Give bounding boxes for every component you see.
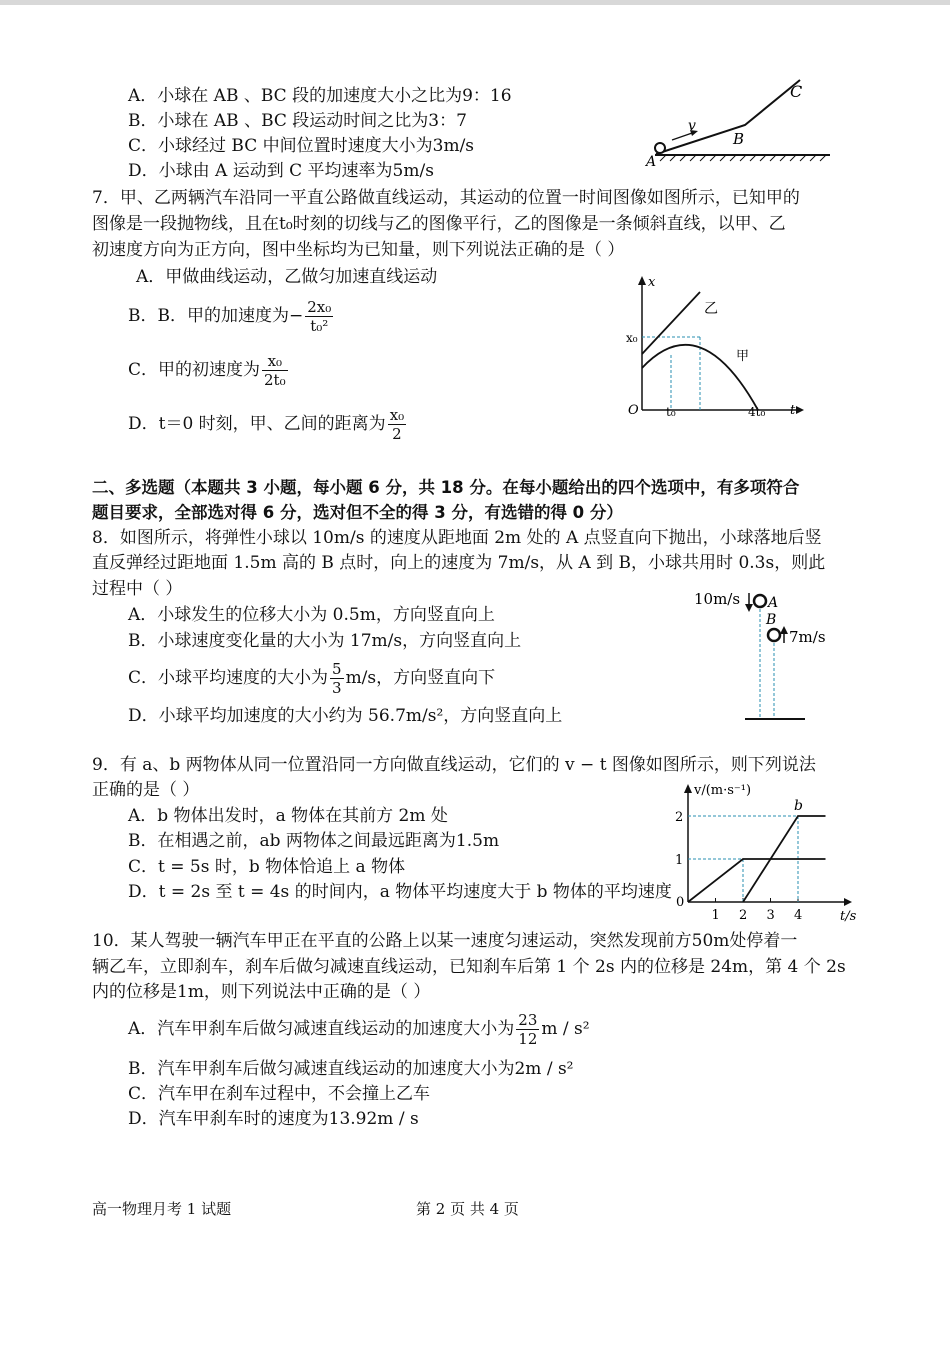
q9-stem-line-1: 9．有 a、b 两物体从同一位置沿同一方向做直线运动，它们的 v − t 图像如图所示，则下列说法 bbox=[92, 755, 816, 775]
q7-t0-label: t₀ bbox=[666, 405, 676, 419]
section2-heading-line-1: 二、多选题（本题共 3 小题，每小题 6 分，共 18 分。在每小题给出的四个选项中，有多项符合 bbox=[92, 478, 800, 497]
q8-speed-down-label: 10m/s bbox=[694, 590, 741, 608]
q7-option-b-fraction: $\frac{\text{2x₀}}{\text{t₀²}}$ bbox=[307, 298, 332, 335]
q6-label-c: C bbox=[790, 82, 803, 101]
q9-option-b[interactable]: B．在相遇之前，ab 两物体之间最远距离为1.5m bbox=[128, 831, 500, 851]
q8-speed-up-label: 7m/s bbox=[789, 628, 826, 646]
q9-y-axis-label: v/(m·s⁻¹) bbox=[694, 783, 752, 798]
footer-exam-title: 高一物理月考 1 试题 bbox=[92, 1200, 232, 1218]
q8-label-a: A bbox=[768, 595, 779, 611]
q7-xt-graph bbox=[620, 270, 810, 430]
footer-page-number: 第 2 页 共 4 页 bbox=[416, 1200, 519, 1218]
q10-option-a-suffix: m / s² bbox=[541, 1019, 590, 1039]
q8-bounce-figure bbox=[690, 585, 840, 725]
q8-ball-a bbox=[754, 595, 766, 607]
q7-origin-label: O bbox=[628, 403, 639, 418]
q6-option-a[interactable]: A．小球在 AB 、BC 段的加速度大小之比为9：16 bbox=[128, 86, 512, 106]
q10-stem-line-1: 10．某人驾驶一辆汽车甲正在平直的公路上以某一速度匀速运动，突然发现前方50m处停着一 bbox=[92, 931, 798, 951]
top-border bbox=[0, 0, 950, 5]
q10-option-b[interactable]: B．汽车甲刹车后做匀减速直线运动的加速度大小为2m / s² bbox=[128, 1059, 574, 1079]
q7-option-a[interactable]: A．甲做曲线运动，乙做匀加速直线运动 bbox=[136, 267, 438, 287]
q9-x-tick-label: 2 bbox=[739, 908, 748, 923]
q9-y-tick-label: 1 bbox=[675, 853, 684, 868]
q9-stem-line-2: 正确的是（ ） bbox=[92, 780, 200, 800]
q7-option-c[interactable] bbox=[128, 350, 290, 390]
q10-option-a-fraction: $\frac{23}{12}$ bbox=[518, 1011, 538, 1048]
q8-ball-b bbox=[768, 629, 780, 641]
q9-x-tick-label: 3 bbox=[766, 908, 775, 923]
q10-stem-line-2: 辆乙车，立即刹车，刹车后做匀减速直线运动，已知刹车后第 1 个 2s 内的位移是 24m，第 4 个 2s bbox=[92, 957, 846, 977]
q8-stem-line-3: 过程中（ ） bbox=[92, 579, 183, 599]
q10-option-d[interactable]: D．汽车甲刹车时的速度为13.92m / s bbox=[128, 1109, 419, 1129]
q7-option-d-fraction: $\frac{\text{x₀}}{2}$ bbox=[389, 406, 405, 443]
q8-label-b: B bbox=[766, 612, 777, 628]
q7-option-c-text: C．甲的初速度为 bbox=[128, 360, 261, 380]
q9-option-c[interactable]: C．t = 5s 时，b 物体恰追上 a 物体 bbox=[128, 857, 406, 877]
q7-x-axis-label: t bbox=[790, 403, 796, 418]
q7-option-d-text: D．t＝0 时刻，甲、乙间的距离为 bbox=[128, 414, 386, 434]
q6-label-b: B bbox=[733, 130, 745, 148]
q8-option-b[interactable]: B．小球速度变化量的大小为 17m/s，方向竖直向上 bbox=[128, 631, 522, 651]
q9-x-tick-label: 1 bbox=[711, 908, 720, 923]
q8-stem-line-2: 直反弹经过距地面 1.5m 高的 B 点时，向上的速度为 7m/s，从 A 到 B，小球共用时 0.3s，则此 bbox=[92, 553, 826, 573]
q7-stem-line-1: 7．甲、乙两辆汽车沿同一平直公路做直线运动，其运动的位置一时间图像如图所示，已知甲的 bbox=[92, 188, 800, 208]
q7-stem-line-3: 初速度方向为正方向，图中坐标均为已知量，则下列说法正确的是（ ） bbox=[92, 240, 625, 260]
q6-incline-figure bbox=[640, 70, 840, 170]
q9-x-tick-label: 4 bbox=[794, 908, 803, 923]
section2-heading-line-2: 题目要求，全部选对得 6 分，选对但不全的得 3 分，有选错的得 0 分） bbox=[92, 503, 623, 522]
q8-stem-line-1: 8．如图所示，将弹性小球以 10m/s 的速度从距地面 2m 处的 A 点竖直向下抛出，小球落地后竖 bbox=[92, 528, 822, 548]
q6-label-v: v bbox=[688, 118, 696, 134]
q9-series-b-label: b bbox=[794, 798, 803, 814]
q7-label-yi: 乙 bbox=[704, 301, 718, 317]
q7-option-b[interactable] bbox=[128, 296, 335, 336]
q8-option-d[interactable]: D．小球平均加速度的大小约为 56.7m/s²，方向竖直向上 bbox=[128, 706, 563, 726]
q9-x-axis-label: t/s bbox=[840, 909, 857, 924]
q7-option-b-text: B．B．甲的加速度为− bbox=[128, 306, 304, 326]
q7-y-axis-label: x bbox=[648, 275, 656, 290]
q9-option-a[interactable]: A．b 物体出发时，a 物体在其前方 2m 处 bbox=[128, 806, 448, 826]
q10-option-a[interactable] bbox=[128, 1008, 590, 1050]
q9-y-tick-label: 2 bbox=[675, 810, 684, 825]
q6-option-c[interactable]: C．小球经过 BC 中间位置时速度大小为3m/s bbox=[128, 136, 475, 156]
q7-x0-label: x₀ bbox=[626, 331, 638, 345]
q10-stem-line-3: 内的位移是1m，则下列说法中正确的是（ ） bbox=[92, 982, 431, 1002]
q7-option-c-fraction: $\frac{\text{x₀}}{\text{2t₀}}$ bbox=[264, 352, 286, 389]
q10-option-c[interactable]: C．汽车甲在刹车过程中，不会撞上乙车 bbox=[128, 1084, 431, 1104]
q8-option-c[interactable] bbox=[128, 658, 495, 698]
q6-option-b[interactable]: B．小球在 AB 、BC 段运动时间之比为3：7 bbox=[128, 111, 467, 131]
q8-option-a[interactable]: A．小球发生的位移大小为 0.5m，方向竖直向上 bbox=[128, 605, 495, 625]
q8-option-c-fraction: $\frac{5}{3}$ bbox=[332, 660, 342, 697]
q7-stem-line-2: 图像是一段抛物线，且在t₀时刻的切线与乙的图像平行，乙的图像是一条倾斜直线，以甲、乙 bbox=[92, 214, 786, 234]
q9-option-d[interactable]: D．t = 2s 至 t = 4s 的时间内，a 物体平均速度大于 b 物体的平均速度 bbox=[128, 882, 672, 902]
q7-4t0-label: 4t₀ bbox=[748, 405, 766, 419]
q10-option-a-text: A．汽车甲刹车后做匀减速直线运动的加速度大小为 bbox=[128, 1019, 515, 1039]
q9-origin-label: 0 bbox=[676, 895, 685, 910]
q6-label-a: A bbox=[646, 154, 657, 170]
q6-option-d[interactable]: D．小球由 A 运动到 C 平均速率为5m/s bbox=[128, 161, 434, 181]
q7-label-jia: 甲 bbox=[736, 349, 750, 364]
q9-vt-chart bbox=[668, 778, 860, 928]
q7-option-d[interactable] bbox=[128, 404, 408, 444]
q6-ball bbox=[655, 143, 665, 153]
q8-option-c-suffix: m/s，方向竖直向下 bbox=[345, 668, 496, 688]
q8-option-c-text: C．小球平均速度的大小为 bbox=[128, 668, 329, 688]
